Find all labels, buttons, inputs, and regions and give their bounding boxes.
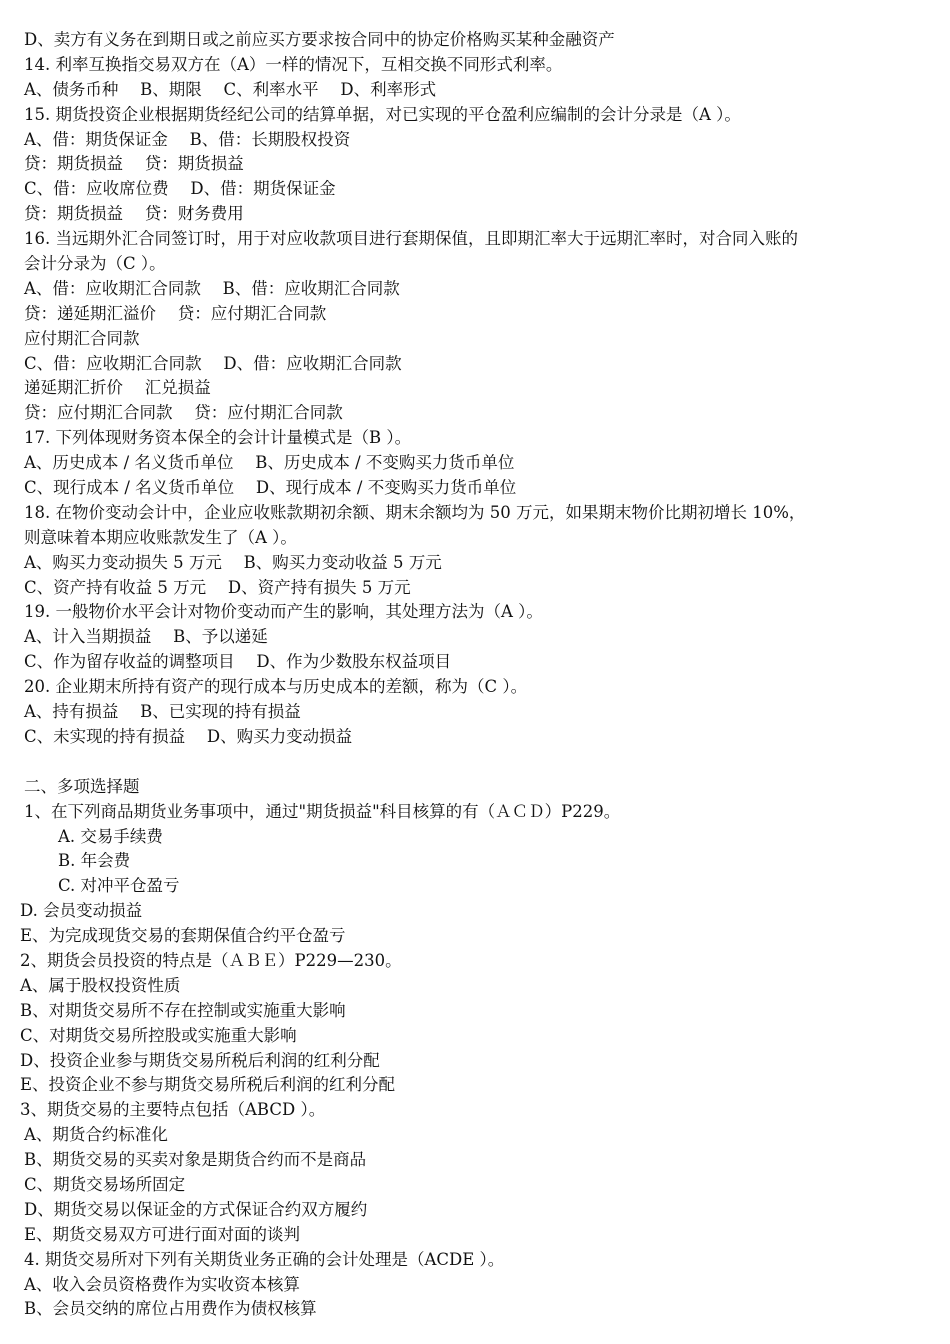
text-line: 2、期货会员投资的特点是（ＡＢＥ）P229—230。 — [20, 950, 402, 970]
text-line: D、投资企业参与期货交易所税后利润的红利分配 — [20, 1050, 380, 1070]
text-line: A、持有损益 B、已实现的持有损益 — [24, 702, 301, 722]
text-line: D、卖方有义务在到期日或之前应买方要求按合同中的协定价格购买某种金融资产 — [24, 30, 615, 49]
text-line: 17. 下列体现财务资本保全的会计计量模式是（B ）。 — [24, 428, 412, 448]
text-line: 3、期货交易的主要特点包括（ABCD ）。 — [20, 1100, 326, 1120]
text-line: 则意味着本期应收账款发生了（A ）。 — [24, 527, 297, 547]
blank-line — [0, 750, 950, 775]
text-line: C、借：应收席位费 D、借：期货保证金 — [24, 179, 336, 199]
text-line: 18. 在物价变动会计中，企业应收账款期初余额、期末余额均为 50 万元，如果期末物价比期初增长 10%， — [24, 502, 806, 522]
text-line: D. 会员变动损益 — [20, 901, 143, 921]
text-line: C. 对冲平仓盈亏 — [58, 876, 180, 896]
text-line: 15. 期货投资企业根据期货经纪公司的结算单据，对已实现的平仓盈利应编制的会计分录是（A ）。 — [24, 104, 741, 124]
text-line: 贷：应付期汇合同款 贷：应付期汇合同款 — [24, 403, 343, 423]
text-line: B、期货交易的买卖对象是期货合约而不是商品 — [24, 1150, 367, 1170]
text-line: A、购买力变动损失 5 万元 B、购买力变动收益 5 万元 — [24, 552, 442, 572]
text-line: 递延期汇折价 汇兑损益 — [24, 378, 211, 398]
text-line: E、期货交易双方可进行面对面的谈判 — [24, 1224, 301, 1244]
text-line: A、历史成本 / 名义货币单位 B、历史成本 / 不变购买力货币单位 — [24, 453, 515, 473]
text-line: A. 交易手续费 — [58, 826, 163, 846]
text-line: B. 年会费 — [58, 851, 131, 871]
text-line: 贷：期货损益 贷：期货损益 — [24, 154, 244, 174]
text-line: E、投资企业不参与期货交易所税后利润的红利分配 — [20, 1075, 396, 1095]
text-line: B、会员交纳的席位占用费作为债权核算 — [24, 1299, 317, 1319]
text-line: 贷：期货损益 贷：财务费用 — [24, 204, 244, 224]
document-body — [0, 28, 950, 1322]
text-line: A、计入当期损益 B、予以递延 — [24, 627, 268, 647]
text-line: 19. 一般物价水平会计对物价变动而产生的影响，其处理方法为（A ）。 — [24, 602, 543, 622]
text-line: 二、多项选择题 — [24, 776, 140, 796]
text-line: C、期货交易场所固定 — [24, 1174, 186, 1194]
text-line: C、未实现的持有损益 D、购买力变动损益 — [24, 726, 353, 746]
text-line: 1、在下列商品期货业务事项中，通过"期货损益"科目核算的有（ＡＣＤ）P229。 — [24, 801, 621, 821]
text-line: C、借：应收期汇合同款 D、借：应收期汇合同款 — [24, 353, 402, 373]
text-line: C、资产持有收益 5 万元 D、资产持有损失 5 万元 — [24, 577, 411, 597]
text-line: 14. 利率互换指交易双方在（A）一样的情况下，互相交换不同形式利率。 — [24, 54, 563, 74]
text-line: A、期货合约标准化 — [24, 1125, 168, 1145]
text-line: C、现行成本 / 名义货币单位 D、现行成本 / 不变购买力货币单位 — [24, 478, 517, 498]
text-line: E、为完成现货交易的套期保值合约平仓盈亏 — [20, 926, 346, 946]
text-line: A、属于股权投资性质 — [20, 975, 181, 995]
text-line: 20. 企业期末所持有资产的现行成本与历史成本的差额，称为（C ）。 — [24, 677, 528, 697]
text-line: A、借：应收期汇合同款 B、借：应收期汇合同款 — [24, 278, 400, 298]
text-line: 16. 当远期外汇合同签订时，用于对应收款项目进行套期保值，且即期汇率大于远期汇率时，对合同入账的 — [24, 229, 798, 249]
text-line: C、作为留存收益的调整项目 D、作为少数股东权益项目 — [24, 652, 452, 672]
text-line: D、期货交易以保证金的方式保证合约双方履约 — [24, 1199, 368, 1219]
text-line: A、债务币种 B、期限 C、利率水平 D、利率形式 — [24, 79, 437, 99]
text-line: C、对期货交易所控股或实施重大影响 — [20, 1025, 297, 1045]
text-line: A、收入会员资格费作为实收资本核算 — [24, 1274, 300, 1294]
text-line: 贷：递延期汇溢价 贷：应付期汇合同款 — [24, 303, 327, 323]
text-line: A、借：期货保证金 B、借：长期股权投资 — [24, 129, 351, 149]
text-line: B、对期货交易所不存在控制或实施重大影响 — [20, 1000, 346, 1020]
text-line: 会计分录为（C ）。 — [24, 254, 166, 274]
text-line: 应付期汇合同款 — [24, 328, 140, 348]
text-line: 4. 期货交易所对下列有关期货业务正确的会计处理是（ACDE ）。 — [24, 1249, 505, 1269]
